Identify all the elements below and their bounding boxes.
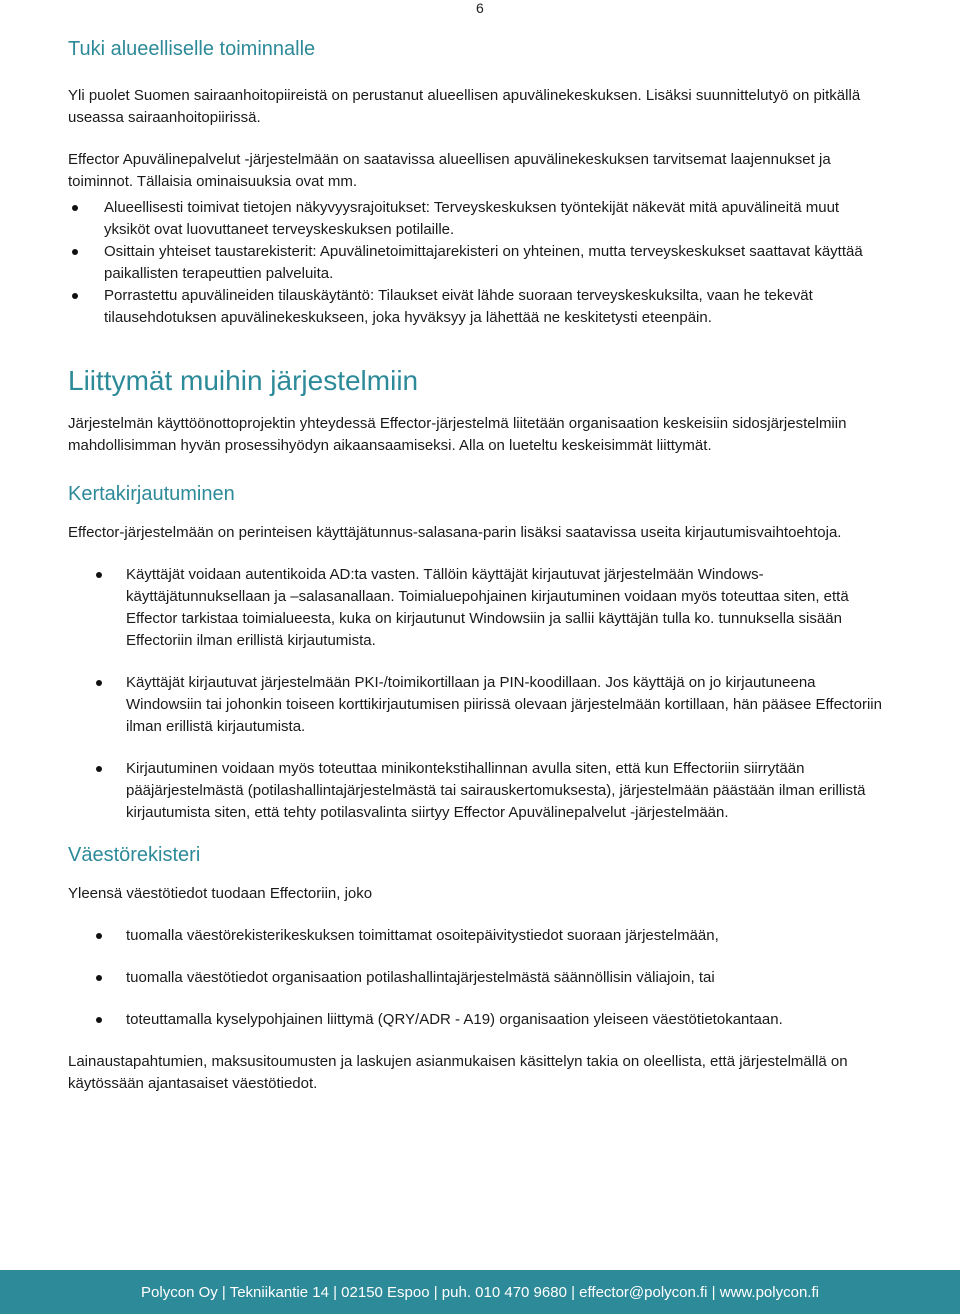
bullet-icon [96,766,102,772]
paragraph: Järjestelmän käyttöönottoprojektin yhteydessä Effector-järjestelmä liitetään organisaation keskeisiin sidosjärjestelmiin mahdollisimman hyvän prosessihyödyn aikaansaamiseksi. Alla on lueteltu keskeisimmät liittymät. [68,415,847,454]
section-heading-integrations: Liittymät muihin järjestelmiin [68,365,419,396]
bullet-icon [96,1017,102,1023]
bullet-list [68,197,888,329]
list-item [68,285,888,329]
section-heading-single-sign-on: Kertakirjautuminen [68,483,235,505]
list-item [68,758,888,824]
bullet-list [68,564,888,824]
bullet-list [68,925,888,1031]
paragraph: Yli puolet Suomen sairaanhoitopiireistä on perustanut alueellisen apuvälinekeskuksen. Lisäksi suunnittelutyö on pitkällä useassa sairaanhoitopiirissä. [68,87,861,126]
list-item [68,1009,888,1031]
bullet-icon [96,933,102,939]
list-item-text: Porrastettu apuvälineiden tilauskäytäntö: Tilaukset eivät lähde suoraan terveyskeskuksilta, vaan he tekevät tilausehdotuksen apuvälinekeskukseen, joka hyväksyy ja lähettää ne keskitetysti eteenpäin. [104,287,813,326]
list-item-text: toteuttamalla kyselypohjainen liittymä (QRY/ADR - A19) organisaation yleiseen väestötietokantaan. [126,1011,783,1028]
list-item [68,967,888,989]
page-number: 6 [476,0,484,16]
list-item [68,925,888,947]
document-body [68,38,888,1095]
bullet-icon [96,572,102,578]
list-item-text: Osittain yhteiset taustarekisterit: Apuvälinetoimittajarekisteri on yhteinen, mutta terveyskeskukset saattavat käyttää paikallisten terapeuttien palveluita. [104,243,863,282]
list-item-text: Kirjautuminen voidaan myös toteuttaa minikontekstihallinnan avulla siten, että kun Effectoriin siirrytään pääjärjestelmästä (potilashallintajärjestelmästä tai sairauskertomuksesta), järjestelmään päästään ilman erillistä kirjautumista siten, että tehty potilasvalinta siirtyy Effector Apuvälinepalvelut -järjestelmään. [126,760,866,821]
list-item-text: Käyttäjät voidaan autentikoida AD:ta vasten. Tällöin käyttäjät kirjautuvat järjestelmään Windows-käyttäjätunnuksellaan ja –salasanallaan. Toimialuepohjainen kirjautuminen voidaan myös toteuttaa siten, että Effector tarkistaa toimialueesta, kuka on kirjautunut Windowsiin ja sallii käyttäjän tulla ko. tunnuksella sisään Effectoriin ilman erillistä kirjautumista. [126,566,849,649]
bullet-icon [72,293,78,299]
bullet-icon [72,205,78,211]
paragraph: Effector Apuvälinepalvelut -järjestelmään on saatavissa alueellisen apuvälinekeskuksen tarvitsemat laajennukset ja toiminnot. Tällaisia ominaisuuksia ovat mm. [68,151,831,190]
list-item [68,241,888,285]
list-item-text: Käyttäjät kirjautuvat järjestelmään PKI-/toimikortillaan ja PIN-koodillaan. Jos käyttäjä on jo kirjautuneena Windowsiin tai johonkin toiseen korttikirjautumisen piirissä olevaan järjestelmään kortillaan, hän pääsee Effectoriin ilman erillistä kirjautumista. [126,674,882,735]
paragraph: Lainaustapahtumien, maksusitoumusten ja laskujen asianmukaisen käsittelyn takia on oleellista, että järjestelmällä on käytössään ajantasaiset väestötiedot. [68,1053,848,1092]
paragraph: Effector-järjestelmään on perinteisen käyttäjätunnus-salasana-parin lisäksi saatavissa useita kirjautumisvaihtoehtoja. [68,524,842,541]
footer-contact-text: Polycon Oy | Tekniikantie 14 | 02150 Espoo | puh. 010 470 9680 | effector@polycon.fi | www.polycon.fi [141,1283,819,1301]
list-item-text: tuomalla väestörekisterikeskuksen toimittamat osoitepäivitystiedot suoraan järjestelmään, [126,927,719,944]
list-item [68,197,888,241]
paragraph: Yleensä väestötiedot tuodaan Effectoriin, joko [68,885,373,902]
bullet-icon [96,975,102,981]
list-item [68,564,888,652]
bullet-icon [96,680,102,686]
section-heading-regional-support: Tuki alueelliselle toiminnalle [68,38,316,60]
footer-bar [0,1270,960,1314]
list-item-text: Alueellisesti toimivat tietojen näkyvyysrajoitukset: Terveyskeskuksen työntekijät näkevät mitä apuvälineitä muut yksiköt ovat luovuttaneet terveyskeskuksen potilaille. [104,199,840,238]
section-heading-population-register: Väestörekisteri [68,844,201,866]
bullet-icon [72,249,78,255]
list-item-text: tuomalla väestötiedot organisaation potilashallintajärjestelmästä säännöllisin väliajoin, tai [126,969,715,986]
list-item [68,672,888,738]
